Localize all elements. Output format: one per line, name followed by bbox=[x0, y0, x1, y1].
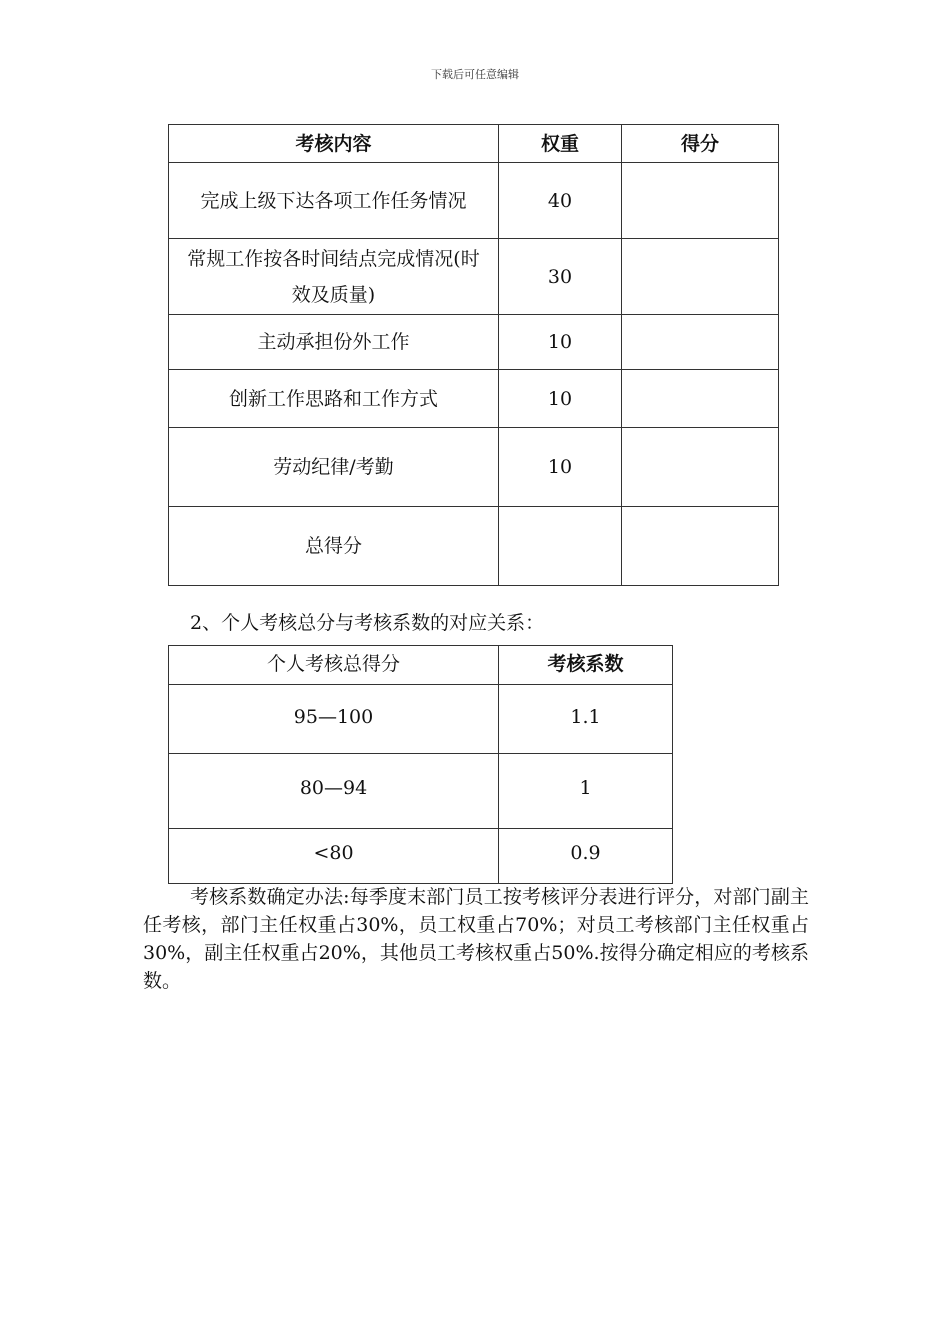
row-score bbox=[622, 315, 779, 370]
table-row bbox=[169, 754, 673, 829]
header-coefficient: 考核系数 bbox=[499, 646, 673, 685]
header-weight: 权重 bbox=[499, 125, 622, 163]
header-total-score: 个人考核总得分 bbox=[169, 646, 499, 685]
method-paragraph: 考核系数确定办法:每季度末部门员工按考核评分表进行评分，对部门副主任考核，部门主任权重占30%，员工权重占70%；对员工考核部门主任权重占30%，副主任权重占20%，其他员工考核权重占50%.按得分确定相应的考核系数。 bbox=[143, 886, 809, 992]
table-header-row bbox=[169, 125, 779, 163]
row-weight: 40 bbox=[499, 163, 622, 239]
row-content: 总得分 bbox=[169, 507, 499, 586]
row-content: 主动承担份外工作 bbox=[169, 315, 499, 370]
table-row bbox=[169, 163, 779, 239]
row-score bbox=[622, 239, 779, 315]
table-row bbox=[169, 507, 779, 586]
row-weight: 10 bbox=[499, 370, 622, 428]
row-score bbox=[622, 163, 779, 239]
coefficient-table bbox=[168, 645, 673, 884]
table-row bbox=[169, 315, 779, 370]
header-score: 得分 bbox=[622, 125, 779, 163]
row-weight: 10 bbox=[499, 428, 622, 507]
table-row bbox=[169, 685, 673, 754]
header-content: 考核内容 bbox=[169, 125, 499, 163]
row-coefficient: 1 bbox=[499, 754, 673, 829]
row-score bbox=[622, 507, 779, 586]
row-content: 创新工作思路和工作方式 bbox=[169, 370, 499, 428]
table-row bbox=[169, 428, 779, 507]
table-row bbox=[169, 239, 779, 315]
row-coefficient: 1.1 bbox=[499, 685, 673, 754]
row-coefficient: 0.9 bbox=[499, 829, 673, 884]
row-weight bbox=[499, 507, 622, 586]
table-row bbox=[169, 829, 673, 884]
row-content: 劳动纪律/考勤 bbox=[169, 428, 499, 507]
header-note: 下载后可任意编辑 bbox=[431, 68, 519, 81]
row-range: <80 bbox=[169, 829, 499, 884]
section-title: 2、个人考核总分与考核系数的对应关系： bbox=[190, 612, 545, 634]
row-score bbox=[622, 370, 779, 428]
table-row bbox=[169, 370, 779, 428]
table-header-row bbox=[169, 646, 673, 685]
row-weight: 10 bbox=[499, 315, 622, 370]
row-content: 常规工作按各时间结点完成情况(时效及质量) bbox=[169, 239, 499, 315]
row-range: 80—94 bbox=[169, 754, 499, 829]
row-range: 95—100 bbox=[169, 685, 499, 754]
row-score bbox=[622, 428, 779, 507]
score-table bbox=[168, 124, 779, 586]
row-content: 完成上级下达各项工作任务情况 bbox=[169, 163, 499, 239]
row-weight: 30 bbox=[499, 239, 622, 315]
